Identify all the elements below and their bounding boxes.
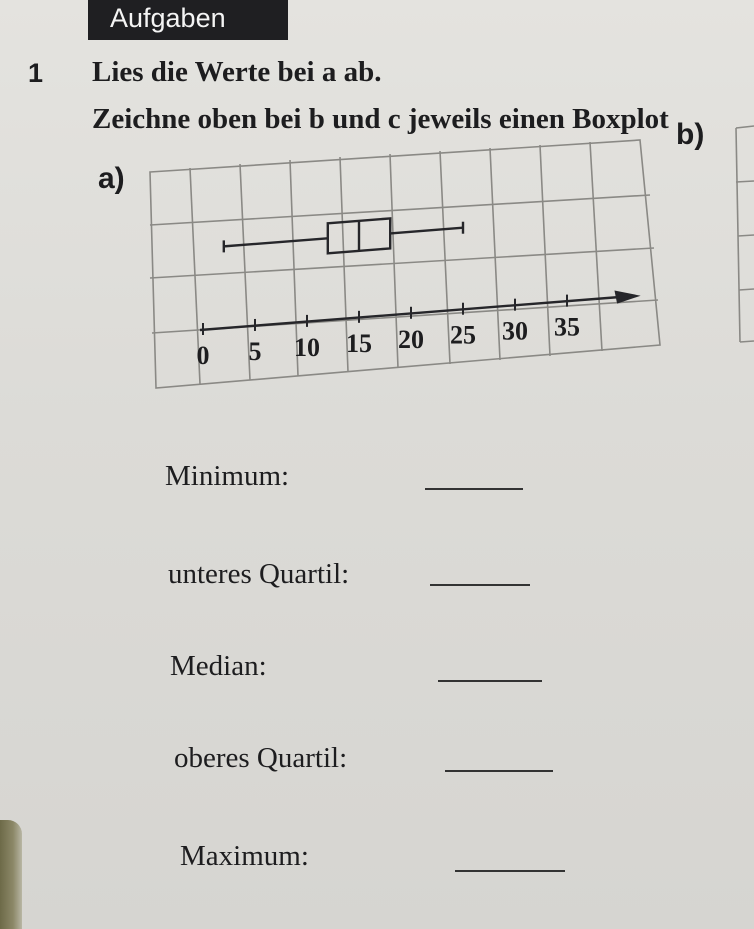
axis-tick-label: 5 [248,336,262,366]
axis-tick-label: 20 [398,324,424,354]
lower-whisker [224,238,328,246]
median-label: Median: [170,650,267,682]
task-instruction-2: Zeichne oben bei b und c jeweils einen Boxplot [92,103,669,135]
axis-tick-label: 10 [294,332,320,362]
axis-tick-label: 0 [196,341,210,370]
upper-quartile-answer-line[interactable] [445,770,553,772]
axis-tick-label: 35 [554,312,580,342]
axis-arrow-icon [616,292,636,302]
lower-quartile-answer-line[interactable] [430,584,530,586]
part-b-label: b) [676,118,705,151]
axis-tick-label: 15 [346,328,372,358]
upper-whisker [390,228,463,234]
maximum-answer-line[interactable] [455,870,565,872]
median-answer-line[interactable] [438,680,542,682]
minimum-label: Minimum: [165,460,290,492]
part-a-label: a) [98,162,125,195]
axis-tick-label: 30 [502,316,528,346]
lower-quartile-label: unteres Quartil: [168,558,350,590]
section-header: Aufgaben [88,0,288,40]
minimum-answer-line[interactable] [425,488,523,490]
table-edge [0,820,22,929]
maximum-label: Maximum: [180,840,309,872]
upper-quartile-label: oberes Quartil: [174,742,348,774]
task-number: 1 [28,58,44,88]
task-instruction-1: Lies die Werte bei a ab. [92,56,382,88]
axis-tick-label: 25 [450,320,476,350]
